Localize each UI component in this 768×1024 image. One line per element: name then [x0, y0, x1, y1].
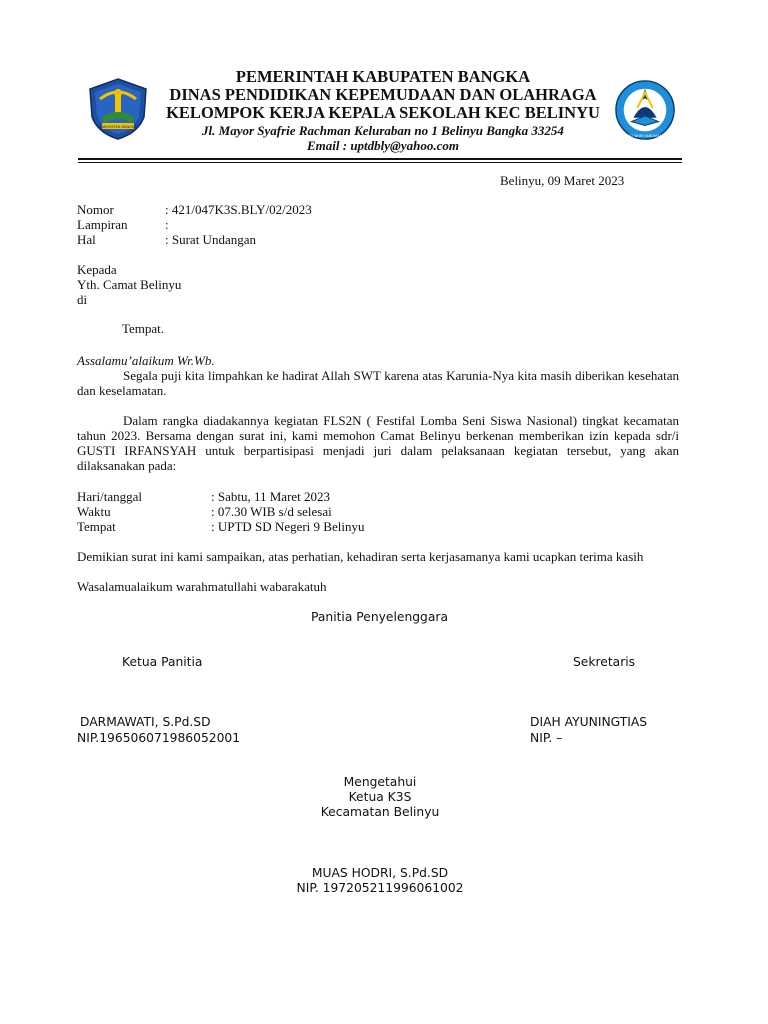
- hal-label: Hal: [77, 232, 96, 247]
- paragraph-request: Dalam rangka diadakannya kegiatan FLS2N ( Festifal Lomba Seni Siswa Nasional) tingkat kecamatan tahun 2023. Bersama dengan surat ini, kami memohon Camat Belinyu berkenan memberikan izin kepada sdr/i GUSTI IRFANSYAH untuk berpartisipasi menjadi juri dalam pelaksanaan kegiatan tersebut, yang akan dilaksanakan pada:: [77, 413, 679, 473]
- recipient-name: Yth. Camat Belinyu: [77, 277, 182, 292]
- closing-text: Demikian surat ini kami sampaikan, atas perhatian, kehadiran serta kerjasamanya kami ucapkan terima kasih: [77, 549, 644, 564]
- secretary-name: DIAH AYUNINGTIAS: [530, 715, 648, 729]
- letterhead-address: Jl. Mayor Syafrie Rachman Keluraban no 1 Belinyu Bangka 33254: [202, 123, 564, 138]
- left-logo-text: KABUPATEN BANGKA: [99, 125, 137, 129]
- event-time-value: : 07.30 WIB s/d selesai: [211, 504, 332, 519]
- secretary-nip: NIP. –: [530, 731, 563, 745]
- chair-title: Ketua Panitia: [122, 655, 203, 669]
- hal-value: : Surat Undangan: [165, 232, 256, 247]
- letterhead-thin-rule: [78, 162, 682, 163]
- recipient-kepada: Kepada: [77, 262, 117, 277]
- nomor-value: : 421/047K3S.BLY/02/2023: [165, 202, 312, 217]
- letterhead-government: PEMERINTAH KABUPATEN BANGKA: [235, 67, 531, 86]
- committee-title: Panitia Penyelenggara: [311, 610, 448, 624]
- chair-name: DARMAWATI, S.Pd.SD: [80, 715, 211, 729]
- paragraph-opening: Segala puji kita limpahkan ke hadirat Allah SWT karena atas Karunia-Nya kita masih diberikan kesehatan dan keselamatan.: [77, 368, 679, 398]
- lampiran-value: :: [165, 217, 169, 232]
- chair-nip: NIP.196506071986052001: [77, 731, 241, 745]
- nomor-label: Nomor: [77, 202, 114, 217]
- event-time-label: Waktu: [77, 504, 111, 519]
- head-name: MUAS HODRI, S.Pd.SD: [311, 866, 449, 880]
- event-day-label: Hari/tanggal: [77, 489, 142, 504]
- right-logo-text: TUT WURI HANDAYANI: [626, 134, 664, 139]
- recipient-tempat: Tempat.: [122, 321, 165, 336]
- lampiran-label: Lampiran: [77, 217, 128, 232]
- acknowledge-district: Kecamatan Belinyu: [320, 805, 440, 819]
- closing-salam: Wasalamualaikum warahmatullahi wabarakatuh: [77, 579, 327, 594]
- event-place-label: Tempat: [77, 519, 116, 534]
- greeting: Assalamu’alaikum Wr.Wb.: [77, 353, 215, 368]
- head-nip: NIP. 197205211996061002: [296, 881, 464, 895]
- acknowledge-label: Mengetahui: [343, 775, 417, 789]
- letterhead-email: Email : uptdbly@yahoo.com: [306, 138, 459, 153]
- letterhead-department: DINAS PENDIDIKAN KEPEMUDAAN DAN OLAHRAGA: [169, 85, 597, 104]
- acknowledge-position: Ketua K3S: [348, 790, 412, 804]
- letterhead-thick-rule: [78, 158, 682, 160]
- place-date: Belinyu, 09 Maret 2023: [500, 173, 625, 188]
- secretary-title: Sekretaris: [573, 655, 636, 669]
- recipient-di: di: [77, 292, 88, 307]
- event-place-value: : UPTD SD Negeri 9 Belinyu: [211, 519, 365, 534]
- event-day-value: : Sabtu, 11 Maret 2023: [211, 489, 331, 504]
- letterhead-working-group: KELOMPOK KERJA KEPALA SEKOLAH KEC BELINYU: [166, 103, 600, 122]
